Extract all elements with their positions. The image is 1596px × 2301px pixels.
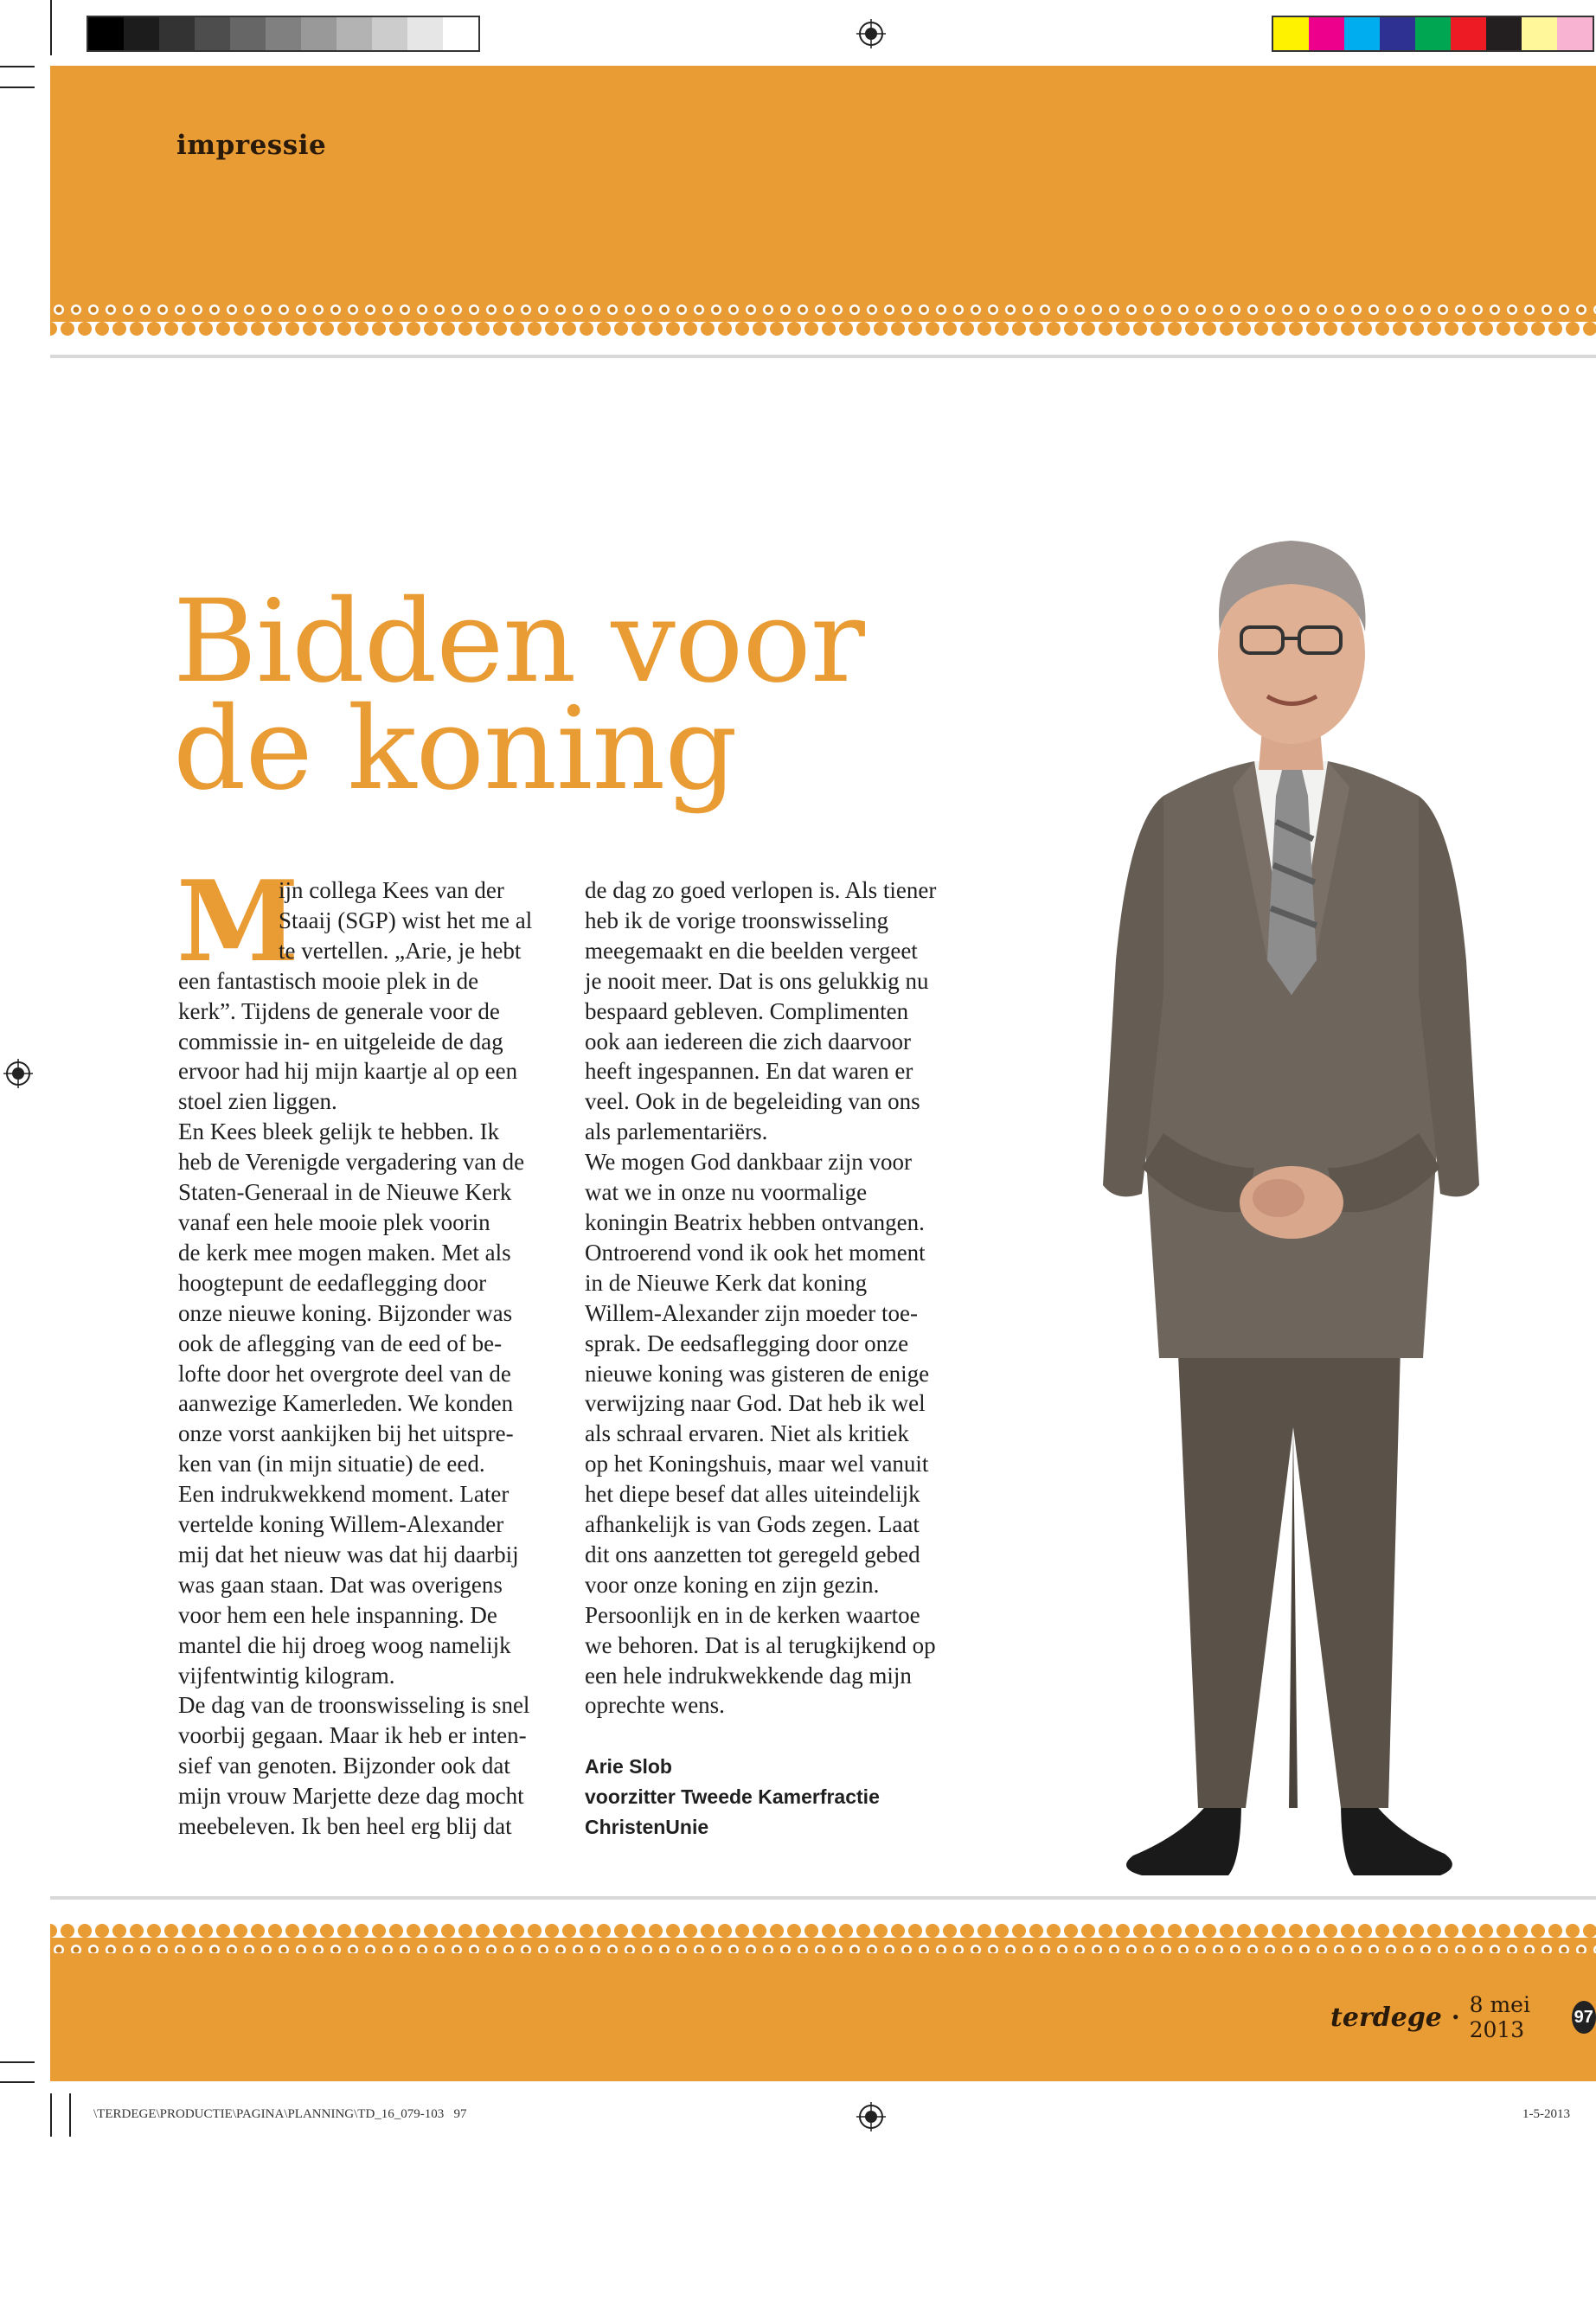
- crop-mark-bottom-left-v2: [69, 2093, 71, 2137]
- slug-path: [93, 2107, 467, 2122]
- body-text-line: Staten-Generaal in de Nieuwe Kerk: [178, 1179, 512, 1206]
- divider-top: [50, 355, 1596, 358]
- body-text-line: kerk”. Tijdens de generale voor de: [178, 997, 500, 1024]
- body-text-line: een fantastisch mooie plek in de: [178, 967, 479, 994]
- body-text-line: meegemaakt en die beelden vergeet: [585, 937, 918, 964]
- crop-mark-bottom-left-h: [0, 2061, 35, 2063]
- body-text-line: als parlementariërs.: [585, 1118, 768, 1145]
- body-text-line: En Kees bleek gelijk te hebben. Ik: [178, 1118, 500, 1145]
- body-text-line: je nooit meer. Dat is ons gelukkig nu: [585, 967, 929, 994]
- magazine-logo: terdege: [1330, 2002, 1442, 2033]
- issue-date: 8 mei 2013: [1469, 1992, 1530, 2042]
- body-text-line: Persoonlijk en in de kerken waartoe: [585, 1601, 920, 1628]
- crop-mark-top-left-h: [0, 66, 35, 67]
- body-text-line: een hele indrukwekkende dag mijn: [585, 1662, 912, 1689]
- registration-target-icon: [3, 1059, 33, 1088]
- crop-mark-top-left-v: [50, 0, 52, 55]
- body-text-line: Willem-Alexander zijn moeder toe-: [585, 1299, 919, 1326]
- body-text-line: De dag van de troonswisseling is snel: [178, 1692, 530, 1719]
- body-text-line: sief van genoten. Bijzonder ook dat: [178, 1753, 510, 1779]
- body-text-line: als schraal ervaren. Niet als kritiek: [585, 1420, 909, 1447]
- registration-target-icon: [856, 19, 886, 48]
- body-text-line: mij dat het nieuw was dat hij daarbij: [178, 1541, 519, 1567]
- body-text-line: mijn vrouw Marjette deze dag mocht: [178, 1783, 524, 1810]
- gray-scale-bar: [87, 16, 480, 52]
- body-text-line: ook aan iedereen die zich daarvoor: [585, 1028, 912, 1054]
- body-text-line: koningin Beatrix hebben ontvangen.: [585, 1208, 925, 1235]
- registration-target-icon: [856, 2102, 886, 2131]
- folio: [1330, 1992, 1596, 2042]
- page-number: 97: [1572, 2001, 1596, 2034]
- body-text-line: dit ons aanzetten tot geregeld gebed: [585, 1541, 920, 1567]
- folio-separator: •: [1452, 2006, 1459, 2028]
- headline-line-2: de koning: [173, 683, 737, 816]
- headline-line-1: Bidden voor: [173, 575, 864, 708]
- header-band: [50, 66, 1596, 315]
- body-text-line: commissie in- en uitgeleide de dag: [178, 1028, 503, 1054]
- color-control-bar: [1272, 16, 1594, 52]
- body-text-line: nieuwe koning was gisteren de enige: [585, 1360, 930, 1387]
- body-text-line: verwijzing naar God. Dat heb ik wel: [585, 1390, 926, 1417]
- author-party: ChristenUnie: [585, 1816, 709, 1838]
- body-text-line: op het Koningshuis, maar wel vanuit: [585, 1451, 929, 1477]
- body-text-line: oprechte wens.: [585, 1692, 725, 1719]
- body-text-line: stoel zien liggen.: [178, 1088, 337, 1115]
- body-text-line: in de Nieuwe Kerk dat koning: [585, 1269, 868, 1296]
- body-text-line: sprak. De eedsaflegging door onze: [585, 1330, 909, 1356]
- slug-file-path: \TERDEGE\PRODUCTIE\PAGINA\PLANNING\TD_16_079-103: [93, 2107, 445, 2121]
- body-text-line: voorbij gegaan. Maar ik heb er inten-: [178, 1722, 527, 1749]
- body-text-line: wat we in onze nu voormalige: [585, 1179, 868, 1206]
- body-text-line: ijn collega Kees van der: [279, 877, 504, 903]
- body-text-line: Een indrukwekkend moment. Later: [178, 1481, 510, 1508]
- body-text-line: vanaf een hele mooie plek voorin: [178, 1208, 490, 1235]
- body-text-line: veel. Ook in de begeleiding van ons: [585, 1088, 920, 1115]
- body-text-line: vertelde koning Willem-Alexander: [178, 1511, 504, 1538]
- body-text-line: de kerk mee mogen maken. Met als: [178, 1239, 511, 1266]
- body-text-line: we behoren. Dat is al terugkijkend op: [585, 1631, 936, 1658]
- dotted-border-top: [50, 298, 1596, 341]
- body-text-line: aanwezige Kamerleden. We konden: [178, 1390, 514, 1417]
- body-text-line: was gaan staan. Dat was overigens: [178, 1571, 503, 1598]
- body-column-left: [176, 857, 559, 1842]
- person-standing-photo: [1081, 510, 1497, 1886]
- author-role: voorzitter Tweede Kamerfractie: [585, 1785, 880, 1808]
- crop-mark-bottom-left-h2: [0, 2081, 35, 2083]
- body-text-line: vijfentwintig kilogram.: [178, 1662, 395, 1689]
- body-text-line: voor onze koning en zijn gezin.: [585, 1571, 880, 1598]
- body-text-line: Staaij (SGP) wist het me al: [279, 907, 533, 933]
- body-text-line: ervoor had hij mijn kaartje al op een: [178, 1058, 518, 1085]
- body-text-line: Ontroerend vond ik ook het moment: [585, 1239, 926, 1266]
- article-headline: [173, 575, 952, 816]
- body-text-line: heb ik de vorige troonswisseling: [585, 907, 888, 933]
- drop-cap: M: [176, 857, 299, 987]
- body-column-right: [585, 875, 965, 1721]
- body-text-line: bespaard gebleven. Complimenten: [585, 997, 909, 1024]
- body-text-line: We mogen God dankbaar zijn voor: [585, 1149, 912, 1176]
- body-text-line: hoogtepunt de eedaflegging door: [178, 1269, 487, 1296]
- body-text-line: de dag zo goed verlopen is. Als tiener: [585, 877, 937, 903]
- section-label: impressie: [176, 130, 327, 161]
- body-text-line: ook de aflegging van de eed of be-: [178, 1330, 503, 1356]
- divider-bottom: [50, 1896, 1596, 1900]
- author-signature: [585, 1752, 880, 1843]
- body-text-line: onze nieuwe koning. Bijzonder was: [178, 1299, 513, 1326]
- author-name: Arie Slob: [585, 1755, 672, 1778]
- body-text-line: heb de Verenigde vergadering van de: [178, 1149, 525, 1176]
- body-text-line: onze vorst aankijken bij het uitspre-: [178, 1420, 514, 1447]
- body-text-line: het diepe besef dat alles uiteindelijk: [585, 1481, 920, 1508]
- body-text-line: ken van (in mijn situatie) de eed.: [178, 1451, 485, 1477]
- slug-page: 97: [453, 2107, 467, 2121]
- slug-date: 1-5-2013: [1522, 2107, 1570, 2121]
- body-text-line: te vertellen. „Arie, je hebt: [279, 937, 522, 964]
- crop-mark-bottom-left-v: [50, 2093, 52, 2137]
- body-text-line: voor hem een hele inspanning. De: [178, 1601, 497, 1628]
- crop-mark-top-left-h2: [0, 87, 35, 88]
- body-text-line: meebeleven. Ik ben heel erg blij dat: [178, 1813, 512, 1840]
- body-text-line: lofte door het overgrote deel van de: [178, 1360, 511, 1387]
- body-text-line: afhankelijk is van Gods zegen. Laat: [585, 1511, 920, 1538]
- body-text-line: mantel die hij droeg woog namelijk: [178, 1631, 511, 1658]
- body-text-line: heeft ingespannen. En dat waren er: [585, 1058, 913, 1085]
